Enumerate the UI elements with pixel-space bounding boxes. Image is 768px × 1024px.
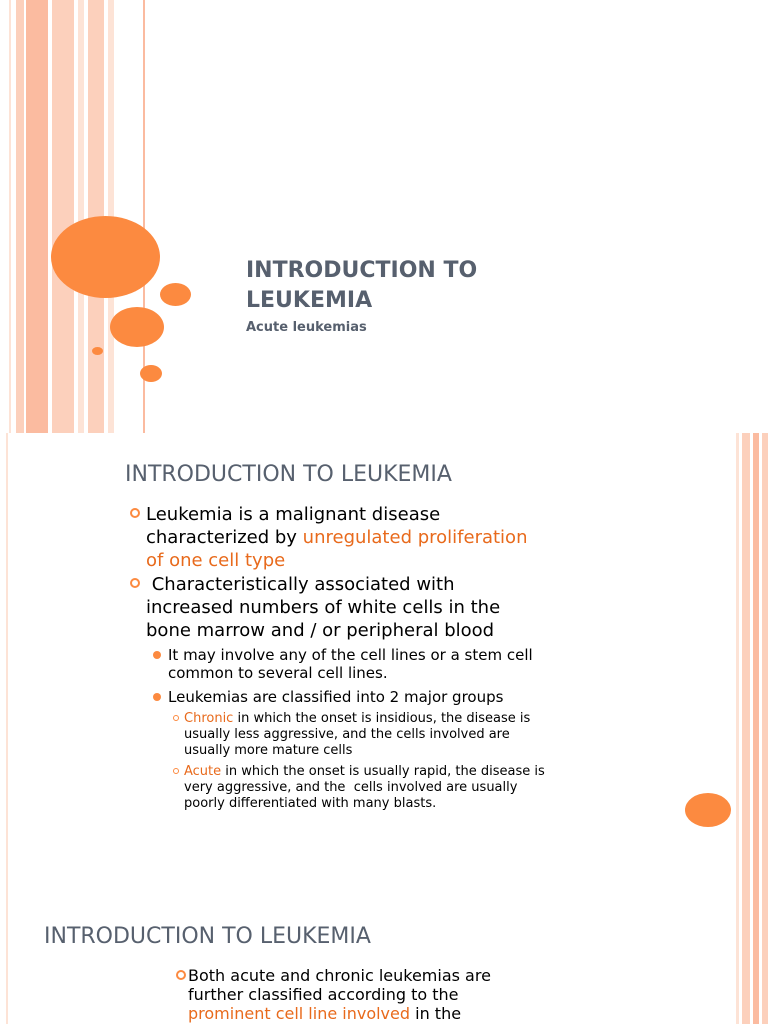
title-slide: [0, 0, 768, 433]
decor-circle: [110, 307, 164, 347]
dot-bullet-icon: [153, 693, 161, 701]
decor-stripe: [26, 0, 48, 433]
sub-sub-bullet-item: [184, 764, 545, 812]
term-highlight: Acute: [184, 764, 222, 779]
bullet-text: very aggressive, and the cells involved are usually: [184, 780, 518, 795]
decor-stripe: [742, 866, 750, 1024]
decor-stripe: [753, 866, 759, 1024]
bullet-item: [146, 573, 500, 642]
bullet-text: bone marrow and / or peripheral blood: [146, 620, 495, 641]
content-slide: [0, 866, 768, 1024]
decor-stripe: [753, 433, 759, 866]
decor-circle: [140, 365, 162, 382]
slide-subtitle: Acute leukemias: [246, 320, 367, 335]
bullet-text-highlight: of one cell type: [146, 550, 286, 571]
bullet-text-plain: characterized by: [146, 527, 303, 548]
decor-stripe: [736, 866, 739, 1024]
bullet-text: Both acute and chronic leukemias are: [188, 966, 491, 985]
bullet-text: [146, 526, 527, 549]
bullet-text: [188, 1004, 491, 1023]
decor-stripe: [6, 866, 8, 1024]
decor-stripe: [762, 433, 768, 866]
bullet-text-plain: in which the onset is insidious, the disease is: [233, 711, 531, 726]
ring-bullet-icon: [130, 578, 140, 588]
bullet-item: [146, 503, 527, 572]
decor-stripe: [9, 0, 11, 433]
sub-bullet-item: [168, 646, 533, 682]
bullet-text: increased numbers of white cells in the: [146, 597, 501, 618]
title-line: LEUKEMIA: [246, 288, 373, 313]
decor-circle: [685, 793, 731, 827]
sub-bullet-item: [168, 688, 503, 706]
bullet-text-highlight: unregulated proliferation: [302, 527, 528, 548]
term-highlight: Chronic: [184, 711, 234, 726]
decor-circle: [160, 283, 191, 306]
bullet-text: common to several cell lines.: [168, 664, 388, 682]
bullet-text: Leukemias are classified into 2 major groups: [168, 688, 504, 706]
bullet-text-plain: in which the onset is usually rapid, the disease is: [221, 764, 545, 779]
bullet-text-plain: in the: [410, 1004, 462, 1023]
decor-stripe: [742, 433, 750, 866]
bullet-text: Leukemia is a malignant disease: [146, 504, 441, 525]
ring-bullet-icon: [176, 970, 186, 980]
bullet-text: usually more mature cells: [184, 743, 353, 758]
bullet-text: usually less aggressive, and the cells involved are: [184, 727, 510, 742]
bullet-text: further classified according to the: [188, 985, 459, 1004]
decor-stripe: [6, 433, 8, 866]
sub-sub-bullet-item: [184, 711, 530, 759]
bullet-item: [188, 966, 491, 1023]
decor-circle: [51, 216, 160, 298]
content-slide: [0, 433, 768, 866]
dot-bullet-icon: [153, 651, 161, 659]
decor-stripe: [78, 0, 84, 433]
bullet-text: It may involve any of the cell lines or a stem cell: [168, 646, 533, 664]
title-line: INTRODUCTION TO: [246, 258, 478, 283]
decor-stripe: [736, 433, 739, 866]
decor-circle: [92, 347, 103, 355]
bullet-text: poorly differentiated with many blasts.: [184, 796, 437, 811]
decor-stripe: [52, 0, 74, 433]
slide-title: [246, 256, 477, 316]
ring-bullet-icon: [130, 508, 140, 518]
decor-stripe: [762, 866, 768, 1024]
bullet-text: [184, 764, 545, 780]
slide-title: INTRODUCTION TO LEUKEMIA: [125, 462, 452, 487]
ring-bullet-icon: [173, 715, 179, 721]
slide-title: INTRODUCTION TO LEUKEMIA: [44, 924, 371, 949]
decor-stripe: [16, 0, 24, 433]
bullet-text-highlight: prominent cell line involved: [188, 1004, 411, 1023]
bullet-text: [184, 711, 530, 727]
bullet-text: Characteristically associated with: [146, 574, 455, 595]
ring-bullet-icon: [173, 768, 179, 774]
